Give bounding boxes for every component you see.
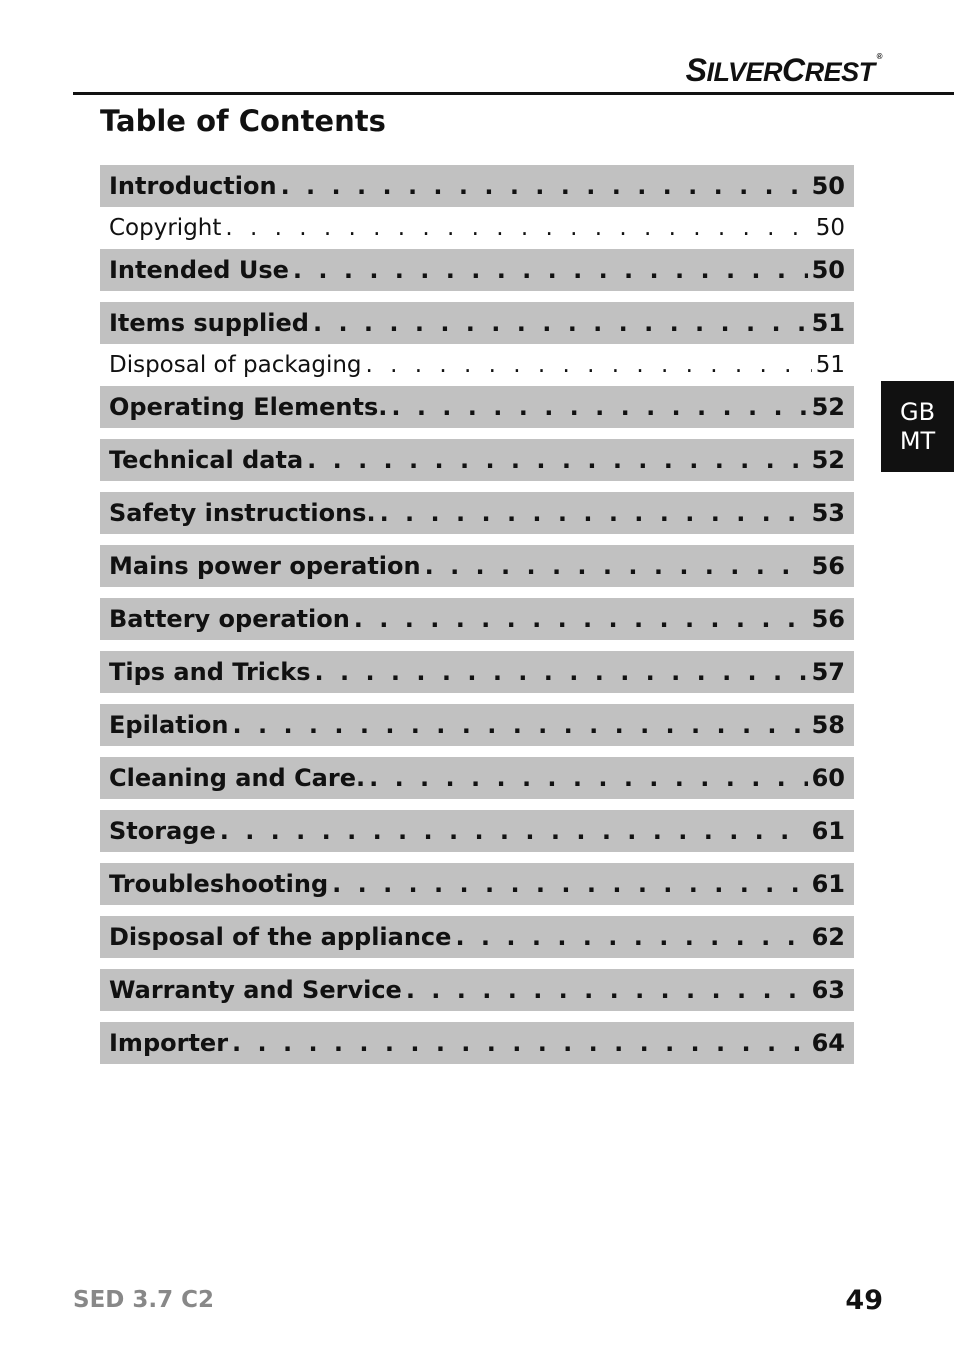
toc-entry[interactable] xyxy=(100,810,854,852)
toc-entry[interactable] xyxy=(100,492,854,534)
toc-leader-dots xyxy=(406,969,808,1011)
toc-leader-dots xyxy=(233,704,808,746)
toc-leader-dots xyxy=(369,757,807,799)
toc-entry-label: Disposal of the appliance xyxy=(109,923,452,951)
toc-entry-label: Safety instructions. xyxy=(109,499,376,527)
toc-entry-page: 51 xyxy=(815,352,845,378)
toc-leader-dots xyxy=(425,545,808,587)
toc-entry-label: Operating Elements. xyxy=(109,393,388,421)
page-title: Table of Contents xyxy=(100,104,386,138)
brand-logo-mark: ® xyxy=(876,52,882,61)
toc-entry[interactable] xyxy=(100,249,854,291)
model-number: SED 3.7 C2 xyxy=(73,1287,215,1313)
toc-entry-label: Intended Use xyxy=(109,256,289,284)
toc-entry-label: Copyright xyxy=(109,215,222,241)
page-number: 49 xyxy=(845,1285,883,1316)
toc-leader-dots xyxy=(281,165,808,207)
toc-entry-label: Items supplied xyxy=(109,309,309,337)
toc-entry-page: 50 xyxy=(811,256,845,284)
toc-entry-label: Introduction xyxy=(109,172,277,200)
toc-entry-page: 56 xyxy=(811,605,845,633)
toc-entry[interactable] xyxy=(100,207,854,249)
toc-entry-page: 58 xyxy=(811,711,845,739)
toc-entry-page: 52 xyxy=(811,446,845,474)
table-of-contents xyxy=(100,165,854,1064)
toc-leader-dots xyxy=(232,1022,808,1064)
toc-entry-label: Battery operation xyxy=(109,605,350,633)
toc-entry[interactable] xyxy=(100,863,854,905)
toc-entry-page: 51 xyxy=(811,309,845,337)
toc-entry[interactable] xyxy=(100,757,854,799)
toc-entry-label: Warranty and Service xyxy=(109,976,402,1004)
toc-leader-dots xyxy=(366,344,812,386)
toc-entry-label: Epilation xyxy=(109,711,229,739)
brand-logo xyxy=(686,52,882,89)
toc-entry-label: Disposal of packaging xyxy=(109,352,362,378)
toc-entry[interactable] xyxy=(100,598,854,640)
toc-entry-page: 64 xyxy=(811,1029,845,1057)
toc-entry[interactable] xyxy=(100,916,854,958)
toc-entry-page: 61 xyxy=(811,817,845,845)
toc-leader-dots xyxy=(307,439,807,481)
toc-entry-label: Technical data xyxy=(109,446,304,474)
header-rule xyxy=(73,92,954,95)
toc-entry[interactable] xyxy=(100,704,854,746)
toc-entry[interactable] xyxy=(100,439,854,481)
toc-entry[interactable] xyxy=(100,386,854,428)
toc-leader-dots xyxy=(332,863,807,905)
toc-leader-dots xyxy=(313,302,808,344)
toc-entry-page: 56 xyxy=(811,552,845,580)
toc-entry[interactable] xyxy=(100,969,854,1011)
language-code-mt: MT xyxy=(899,427,936,455)
toc-entry[interactable] xyxy=(100,545,854,587)
toc-entry-page: 62 xyxy=(811,923,845,951)
toc-leader-dots xyxy=(455,916,807,958)
toc-leader-dots xyxy=(354,598,808,640)
language-code-gb: GB xyxy=(899,398,936,426)
toc-leader-dots xyxy=(315,651,808,693)
toc-entry-page: 50 xyxy=(811,172,845,200)
toc-entry-page: 53 xyxy=(811,499,845,527)
toc-entry-label: Cleaning and Care. xyxy=(109,764,366,792)
toc-leader-dots xyxy=(293,249,808,291)
toc-entry[interactable] xyxy=(100,651,854,693)
toc-leader-dots xyxy=(220,810,808,852)
toc-entry-page: 50 xyxy=(815,215,845,241)
toc-entry-label: Troubleshooting xyxy=(109,870,329,898)
toc-entry[interactable] xyxy=(100,1022,854,1064)
toc-leader-dots xyxy=(225,207,811,249)
toc-entry-label: Mains power operation xyxy=(109,552,421,580)
toc-entry-page: 60 xyxy=(811,764,845,792)
toc-entry[interactable] xyxy=(100,165,854,207)
toc-entry-label: Storage xyxy=(109,817,216,845)
toc-entry[interactable] xyxy=(100,302,854,344)
brand-logo-c: C xyxy=(781,52,805,88)
brand-logo-rest: REST xyxy=(804,57,875,87)
brand-logo-s: S xyxy=(685,52,707,88)
toc-entry[interactable] xyxy=(100,344,854,386)
language-tab xyxy=(881,381,954,472)
toc-entry-page: 57 xyxy=(811,658,845,686)
brand-logo-ilver: ILVER xyxy=(706,57,782,87)
toc-leader-dots xyxy=(380,492,808,534)
toc-entry-label: Importer xyxy=(109,1029,229,1057)
toc-leader-dots xyxy=(391,386,807,428)
toc-entry-page: 61 xyxy=(811,870,845,898)
toc-entry-label: Tips and Tricks xyxy=(109,658,311,686)
toc-entry-page: 52 xyxy=(811,393,845,421)
toc-entry-page: 63 xyxy=(811,976,845,1004)
